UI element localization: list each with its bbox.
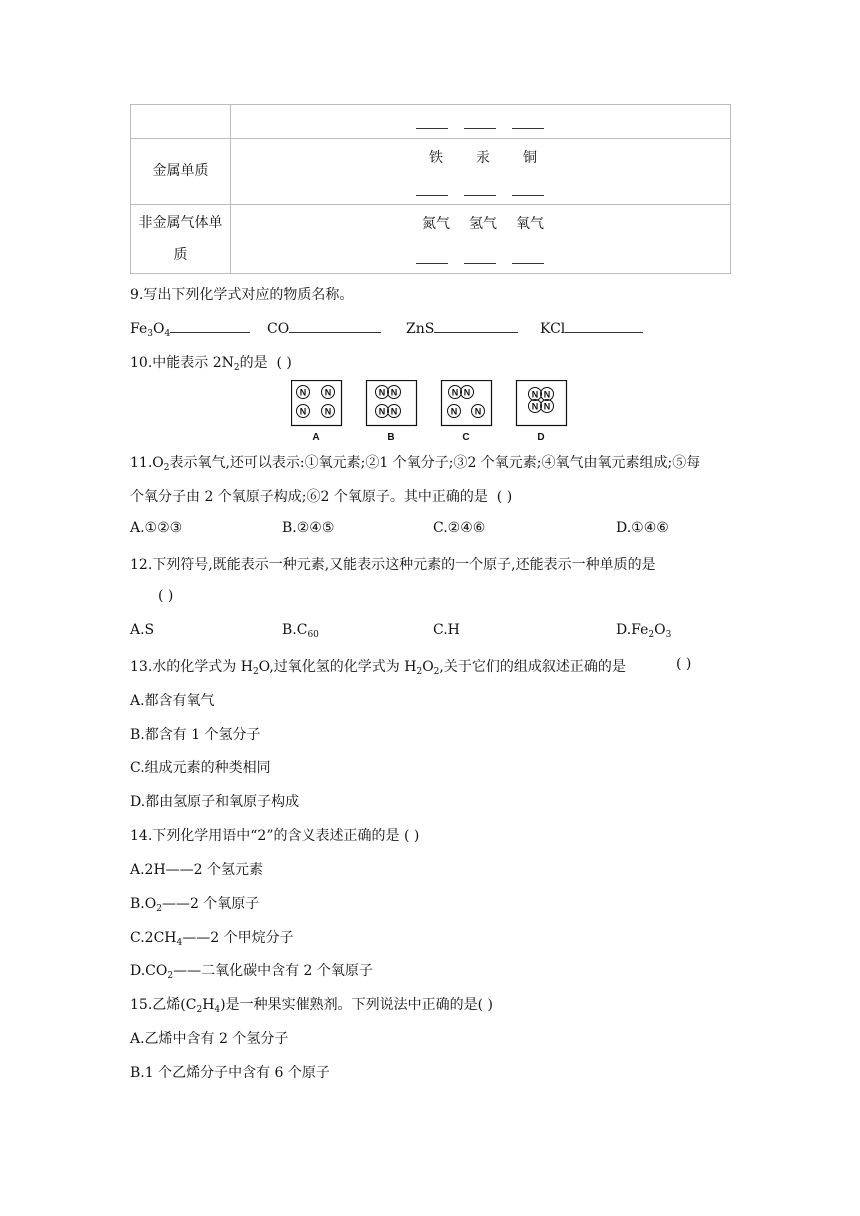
q14-option-b[interactable]: $B.O_2——2$ 个氧原子 xyxy=(130,896,260,914)
table-row xyxy=(131,105,731,139)
table-label-cell xyxy=(131,105,231,139)
q12-option-b[interactable]: $B.C_{60}$ xyxy=(282,622,319,640)
question-11-line-2: 个氧分子由 2 个氧原子构成;⑥2 个氧原子。其中正确的是 ( ) xyxy=(130,489,513,505)
table-label-cell: 金属单质 xyxy=(131,139,231,205)
option-a-label: A xyxy=(312,432,320,443)
table-row xyxy=(131,205,731,274)
q11-option-b[interactable]: B.②④⑤ xyxy=(282,520,335,536)
option-c-atoms xyxy=(448,386,485,418)
option-b-atoms xyxy=(376,386,401,418)
question-9: 9.写出下列化学式对应的物质名称。 xyxy=(130,287,354,303)
table-content-cell xyxy=(231,139,731,205)
question-10: 10.中能表示 $2N_2$的是 ( ) xyxy=(130,355,292,373)
option-a-atoms xyxy=(297,386,335,418)
answer-parenthesis[interactable]: ( ) xyxy=(477,997,493,1013)
q14-option-c[interactable]: $C.2CH_4——2$ 个甲烷分子 xyxy=(130,930,294,948)
question-13: 13.水的化学式为 $H_2O$,过氧化氢的化学式为 $H_2O_2$,关于它们的组成叙述正确的是 xyxy=(130,659,626,677)
elements-table xyxy=(130,104,731,274)
svg-text:N: N xyxy=(463,387,471,398)
q11-option-c[interactable]: C.②④⑥ xyxy=(433,520,486,536)
svg-text:N: N xyxy=(450,406,458,417)
answer-parenthesis[interactable]: ( ) xyxy=(403,828,420,844)
answer-blank[interactable] xyxy=(565,318,643,333)
label-line: 质 xyxy=(173,247,188,263)
svg-text:N: N xyxy=(390,406,398,417)
question-14: 14.下列化学用语中“2”的含义表述正确的是 ( ) xyxy=(130,828,420,844)
q12-option-c[interactable]: C.H xyxy=(433,622,460,638)
option-d-label: D xyxy=(537,432,545,443)
q11-option-d[interactable]: D.①④⑥ xyxy=(616,520,669,536)
answer-parenthesis[interactable]: ( ) xyxy=(496,489,513,505)
q9-formula-1: $Fe_3O_4$ xyxy=(130,318,250,337)
element-names xyxy=(419,213,547,233)
svg-text:N: N xyxy=(474,406,482,417)
q9-formula-2: CO xyxy=(267,318,381,337)
q13-option-c[interactable]: C.组成元素的种类相同 xyxy=(130,760,271,776)
element-name: 汞 xyxy=(476,150,490,166)
option-c-label: C xyxy=(462,432,470,443)
label-line: 非金属气体单 xyxy=(138,215,223,231)
q9-formula-4: KCl xyxy=(540,318,643,337)
svg-text:N: N xyxy=(543,389,551,400)
svg-text:N: N xyxy=(531,401,539,412)
q11-option-a[interactable]: A.①②③ xyxy=(130,520,183,536)
svg-text:N: N xyxy=(543,401,551,412)
svg-text:N: N xyxy=(531,389,539,400)
q13-option-d[interactable]: D.都由氢原子和氧原子构成 xyxy=(130,794,300,810)
q14-option-d[interactable]: $D.CO_2——$二氧化碳中含有 2 个氧原子 xyxy=(130,963,373,981)
table-content-cell xyxy=(231,205,731,274)
molecule-diagram xyxy=(291,380,571,444)
element-names xyxy=(419,147,547,167)
svg-text:N: N xyxy=(378,406,386,417)
element-name: 氢气 xyxy=(469,216,497,232)
svg-text:N: N xyxy=(390,387,398,398)
svg-text:N: N xyxy=(451,387,459,398)
question-12: 12.下列符号,既能表示一种元素,又能表示这种元素的一个原子,还能表示一种单质的是 xyxy=(130,557,656,573)
option-d-atoms xyxy=(529,388,554,413)
answer-blank[interactable] xyxy=(170,318,250,333)
question-15: 15.乙烯$(C_2H_4)$是一种果实催熟剂。下列说法中正确的是( ) xyxy=(130,997,493,1015)
answer-blank[interactable] xyxy=(434,318,518,333)
answer-parenthesis[interactable]: ( ) xyxy=(676,656,692,672)
answer-parenthesis[interactable]: ( ) xyxy=(276,355,292,371)
q13-option-b[interactable]: B.都含有 1 个氢分子 xyxy=(130,727,261,743)
option-b-label: B xyxy=(387,432,395,443)
element-name: 铜 xyxy=(523,150,537,166)
q14-option-a[interactable]: A.2H——2 个氢元素 xyxy=(130,862,264,878)
q12-option-d[interactable]: $D.Fe_2O_3$ xyxy=(616,622,672,640)
svg-text:N: N xyxy=(299,387,307,398)
q12-option-a[interactable]: A.S xyxy=(130,622,155,638)
answer-blanks[interactable] xyxy=(416,127,544,129)
table-label-cell xyxy=(131,205,231,274)
table-row xyxy=(131,139,731,205)
question-11-line-1: $11.O_2$表示氧气,还可以表示:①氧元素;②1 个氧分子;③2 个氧元素;④氧气由氧元素组成;⑤每 xyxy=(130,455,701,473)
answer-blanks[interactable] xyxy=(416,194,544,196)
element-name: 铁 xyxy=(429,150,443,166)
q13-option-a[interactable]: A.都含有氧气 xyxy=(130,693,215,709)
answer-blanks[interactable] xyxy=(416,262,544,264)
svg-text:N: N xyxy=(299,406,307,417)
svg-text:N: N xyxy=(324,406,332,417)
element-name: 氮气 xyxy=(422,216,450,232)
answer-blank[interactable] xyxy=(289,318,381,333)
q9-formula-3: ZnS xyxy=(406,318,518,337)
svg-text:N: N xyxy=(324,387,332,398)
svg-text:N: N xyxy=(378,387,386,398)
answer-parenthesis[interactable]: ( ) xyxy=(158,588,174,604)
element-name: 氧气 xyxy=(516,216,544,232)
q15-option-a[interactable]: A.乙烯中含有 2 个氢分子 xyxy=(130,1031,289,1047)
table-content-cell xyxy=(231,105,731,139)
q15-option-b[interactable]: B.1 个乙烯分子中含有 6 个原子 xyxy=(130,1065,330,1081)
